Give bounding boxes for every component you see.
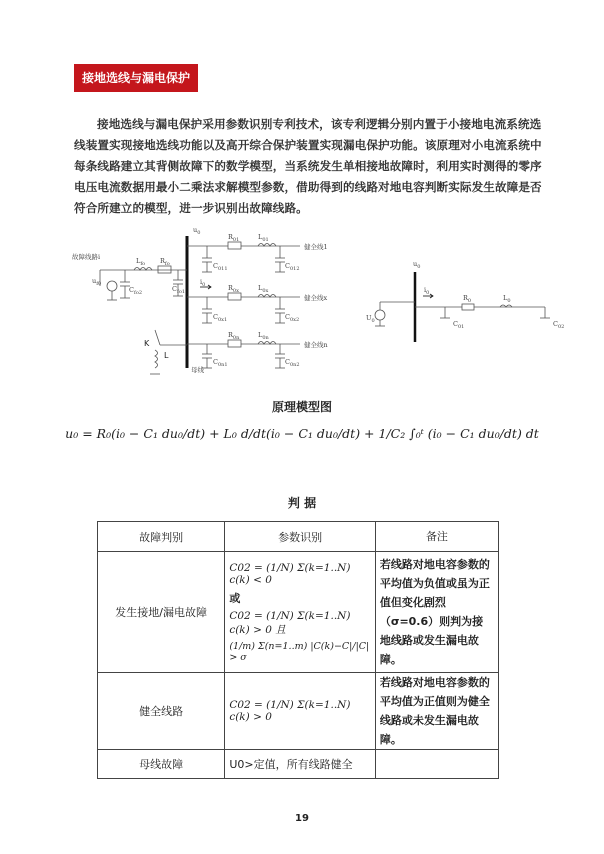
right-l0-label: $L_0$ (503, 294, 511, 304)
linen-label: 健全线n (304, 341, 328, 349)
row-note: 若线路对地电容参数的平均值为负值或虽为正值但变化剧烈（σ=0.6）则判为接地线路或发生漏电故障。 (375, 552, 498, 673)
row-category: 健全线路 (98, 673, 225, 750)
right-u0-label: $u_0$ (413, 260, 421, 270)
right-r0-label: $R_0$ (463, 294, 472, 304)
right-U0-label: $U_0$ (366, 314, 375, 324)
c0x1-label: $C_{0x1}$ (213, 313, 228, 323)
rfo-label: $R_{fo}$ (160, 257, 170, 267)
lfo-label: $L_{fo}$ (136, 257, 146, 267)
l0n-label: $L_{0n}$ (258, 331, 269, 341)
param-line: 或 (229, 591, 241, 605)
fault-line-label: 故障线路i (72, 253, 101, 261)
param-line: C02 = (1/N) Σ(k=1..N) c(k) > 0 (229, 699, 351, 723)
right-c01-label: $C_{01}$ (453, 320, 465, 330)
k-label: K (144, 339, 150, 348)
criteria-table (97, 521, 499, 779)
cfo1-label: $C_{fo1}$ (172, 285, 186, 295)
cfo2-label: $C_{fo2}$ (129, 286, 143, 296)
row-param (225, 552, 376, 673)
row-note: 若线路对地电容参数的平均值为正值则为健全线路或未发生漏电故障。 (375, 673, 498, 750)
table-title: 判 据 (287, 496, 317, 510)
c011-label: $C_{011}$ (213, 262, 228, 272)
right-c02-label: $C_{02}$ (553, 320, 565, 330)
param-line: (1/m) Σ(n=1..m) |C(k)−C|/|C| > σ (229, 640, 370, 663)
uf0-label: $u_{f0}$ (92, 277, 102, 287)
bus-label: 母线 (191, 366, 204, 374)
header-notes: 备注 (375, 522, 498, 552)
c0x2-label: $C_{0x2}$ (285, 313, 300, 323)
param-line: U0>定值，所有线路健全 (229, 758, 353, 771)
param-line: C02 = (1/N) Σ(k=1..N) c(k) < 0 (229, 561, 351, 586)
header-param-id: 参数识别 (225, 522, 376, 552)
c0n1-label: $C_{0n1}$ (213, 358, 228, 368)
line1-label: 健全线1 (304, 243, 328, 251)
u0-label: $u_0$ (193, 226, 201, 236)
i0-label: $i_0$ (200, 278, 206, 288)
row-param (225, 673, 376, 750)
row-category: 母线故障 (98, 750, 225, 779)
l-label: L (164, 351, 169, 360)
r0x-label: $R_{0x}$ (228, 284, 239, 294)
row-param (225, 750, 376, 779)
linex-label: 健全线x (304, 294, 328, 302)
r01-label: $R_{01}$ (228, 233, 240, 243)
table-row (98, 673, 499, 750)
diagram-caption: 原理模型图 (271, 400, 332, 414)
c012-label: $C_{012}$ (285, 262, 300, 272)
r0n-label: $R_{0n}$ (228, 331, 240, 341)
intro-paragraph: 接地选线与漏电保护采用参数识别专利技术，该专利逻辑分别内置于小接地电流系统选线装置实现接地选线功能以及高开综合保护装置实现漏电保护功能。该原理对小电流系统中每条线路建立其背侧故障下的数学模型，当系统发生单相接地故障时，利用实时测得的零序电压电流数据用最小二乘法求解模型参数，借助得到的线路对地电容判断实际发生故障是否符合所建立的模型，进一步识别出故障线路。 (74, 117, 542, 215)
table-row (98, 750, 499, 779)
row-category: 发生接地/漏电故障 (98, 552, 225, 673)
l0x-label: $L_{0x}$ (258, 284, 269, 294)
table-header-row (98, 522, 499, 552)
model-formula: u₀ = R₀(i₀ − C₁ du₀/dt) + L₀ d/dt(i₀ − C₁ du₀/dt) + 1/C₂ ∫₀ᵗ (i₀ − C₁ du₀/dt) dt (65, 426, 539, 441)
right-diagram-labels (366, 260, 564, 330)
page-number: 19 (295, 813, 309, 824)
right-i0-label: $i_0$ (424, 286, 430, 296)
header-fault-type: 故障判别 (98, 522, 225, 552)
section-title-banner: 接地选线与漏电保护 (74, 64, 198, 92)
table-row (98, 552, 499, 673)
param-line: C02 = (1/N) Σ(k=1..N) c(k) > 0 且 (229, 609, 351, 636)
l01-label: $L_{01}$ (258, 233, 269, 243)
c0n2-label: $C_{0n2}$ (285, 358, 300, 368)
row-note (375, 750, 498, 779)
